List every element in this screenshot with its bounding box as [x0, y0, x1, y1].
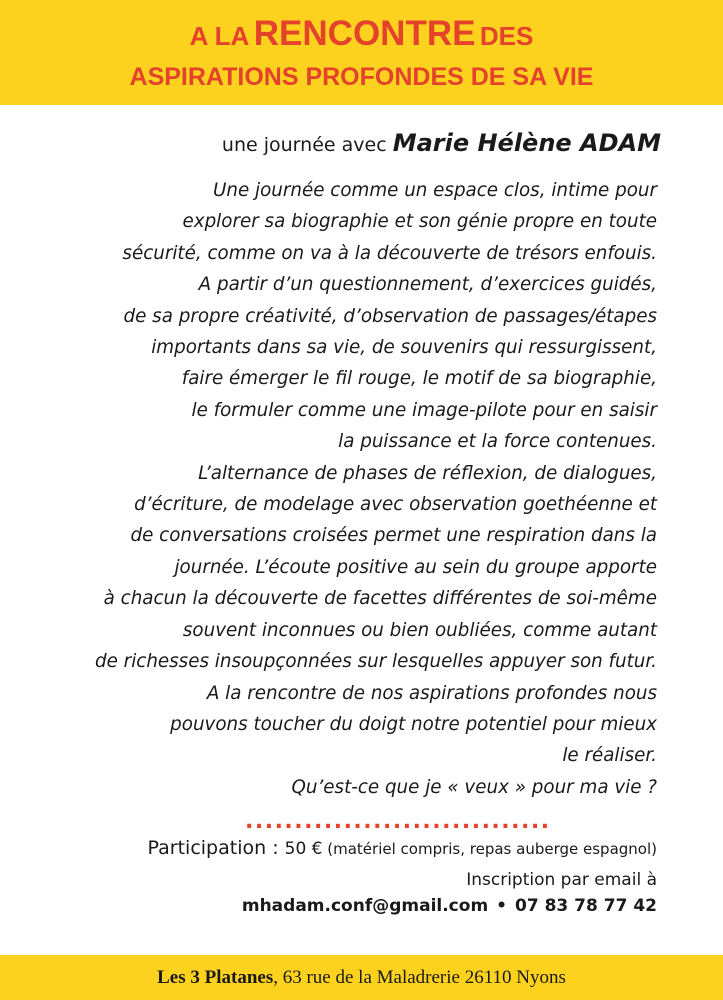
description-line: d’écriture, de modelage avec observation goethéenne et	[134, 494, 657, 516]
description-line: faire émerger le fil rouge, le motif de sa biographie,	[181, 368, 657, 390]
description-line: à chacun la découverte de facettes différentes de soi-même	[103, 588, 657, 610]
description-line: Une journée comme un espace clos, intime pour	[213, 180, 657, 201]
venue-address: , 63 rue de la Maladrerie 26110 Nyons	[273, 967, 566, 988]
dotted-separator: ...............................	[245, 809, 551, 834]
description-line: importants dans sa vie, de souvenirs qui ressurgissent,	[151, 337, 657, 359]
intro-line	[222, 128, 661, 160]
participation-line	[148, 833, 657, 864]
title-emphasis: RENCONTRE	[253, 14, 476, 53]
venue-name: Les 3 Platanes	[157, 967, 274, 988]
description-line: le formuler comme une image-pilote pour en saisir	[191, 399, 657, 421]
inscription-text: Inscription par email à	[466, 870, 657, 890]
description-line: souvent inconnues ou bien oubliées, comme autant	[182, 619, 657, 641]
description-text	[95, 175, 657, 803]
header-banner	[0, 0, 723, 105]
description-line: Qu’est-ce que je « veux » pour ma vie ?	[291, 776, 657, 798]
footer-banner	[0, 955, 723, 1000]
description-line: journée. L’écoute positive au sein du groupe apporte	[174, 556, 657, 578]
participation-note: (matériel compris, repas auberge espagnol)	[322, 840, 657, 858]
participation-price: 50 €	[284, 839, 323, 859]
title-suffix: DES	[479, 21, 534, 51]
description-line: le réaliser.	[562, 745, 657, 767]
title-line-1	[0, 14, 723, 61]
description-line: explorer sa biographie et son génie propre en toute	[182, 211, 657, 233]
description-line: sécurité, comme on va à la découverte de trésors enfouis.	[122, 242, 657, 264]
participation-label: Participation :	[147, 837, 285, 859]
description-line: de sa propre créativité, d’observation de passages/étapes	[123, 305, 657, 327]
contact-line	[242, 892, 657, 920]
contact-email[interactable]: mhadam.conf@gmail.com	[241, 896, 489, 916]
title-prefix: A LA	[189, 21, 250, 51]
description-line: pouvons toucher du doigt notre potentiel pour mieux	[170, 713, 657, 735]
presenter-name: Marie Hélène ADAM	[392, 129, 661, 157]
description-line: A la rencontre de nos aspirations profondes nous	[206, 682, 657, 704]
bullet-separator: •	[496, 896, 508, 916]
intro-lead: une journée avec	[221, 134, 393, 156]
description-line: de richesses insoupçonnées sur lesquelles appuyer son futur.	[95, 651, 657, 673]
description-line: la puissance et la force contenues.	[338, 431, 657, 453]
description-line: A partir d’un questionnement, d’exercices guidés,	[198, 274, 657, 296]
description-line: de conversations croisées permet une respiration dans la	[130, 525, 657, 547]
contact-phone[interactable]: 07 83 78 77 42	[515, 896, 657, 916]
title-line-2: ASPIRATIONS PROFONDES DE SA VIE	[129, 63, 594, 91]
description-line: L’alternance de phases de réflexion, de dialogues,	[198, 462, 657, 484]
